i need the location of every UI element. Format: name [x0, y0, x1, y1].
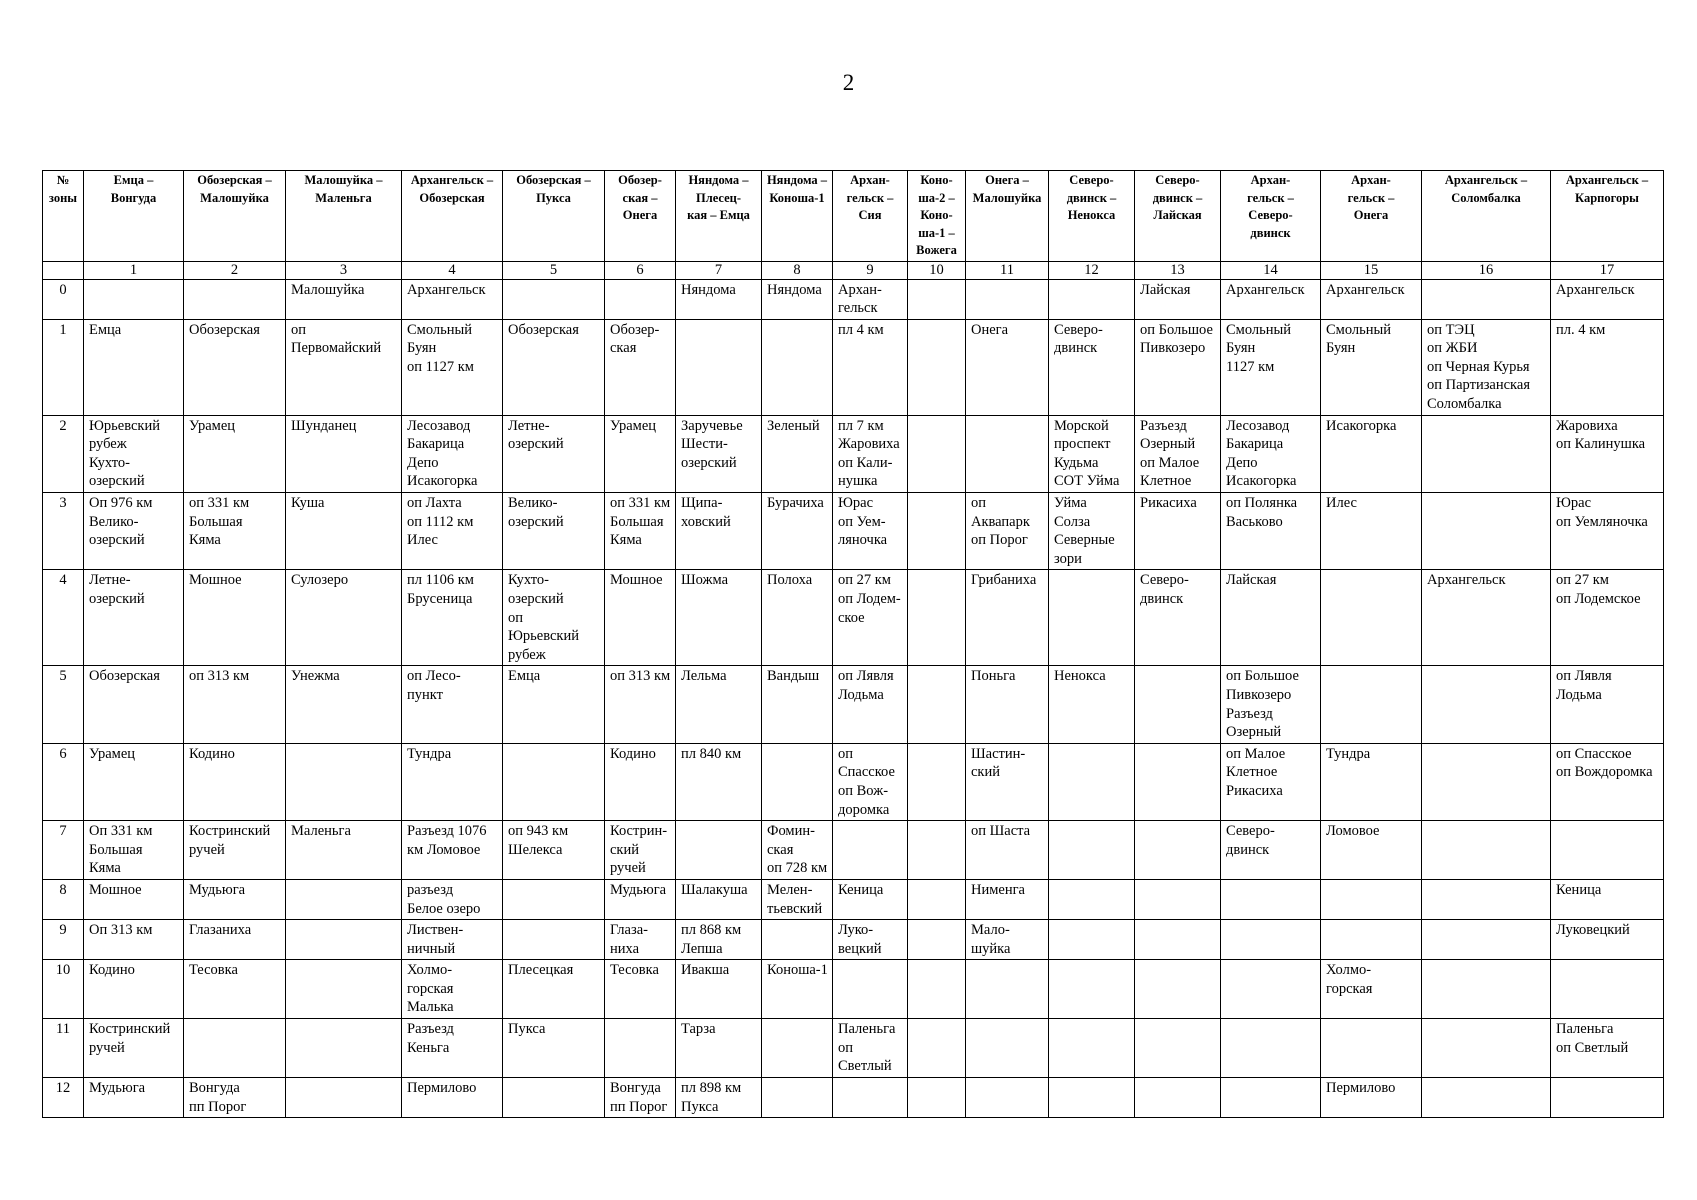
station-cell: Полоха: [762, 570, 833, 666]
station-cell: оп 943 км Шелекса: [503, 821, 605, 880]
station-cell: оп 313 км: [605, 666, 676, 743]
station-cell: Ломовое: [1321, 821, 1422, 880]
station-cell: Разъезд Кеньга: [402, 1019, 503, 1078]
station-cell: Шастин- ский: [966, 743, 1049, 820]
station-cell: [286, 743, 402, 820]
station-cell: Мало- шуйка: [966, 920, 1049, 960]
station-cell: Мошное: [605, 570, 676, 666]
station-cell: Шожма: [676, 570, 762, 666]
station-cell: Вонгуда пп Порог: [605, 1078, 676, 1118]
header-cell: № зоны: [43, 171, 84, 262]
station-cell: [1049, 960, 1135, 1019]
station-cell: оп Полянка Васьково: [1221, 493, 1321, 570]
station-cell: Шунданец: [286, 415, 402, 492]
station-cell: Архангельск: [1321, 279, 1422, 319]
station-cell: Лельма: [676, 666, 762, 743]
station-cell: Вандыш: [762, 666, 833, 743]
station-cell: [966, 415, 1049, 492]
zone-row: [43, 666, 1664, 743]
station-cell: Архангельск: [402, 279, 503, 319]
zone-number-cell: 2: [43, 415, 84, 492]
station-cell: [286, 1019, 402, 1078]
station-cell: [908, 319, 966, 415]
table-body: [43, 261, 1664, 1118]
station-cell: [1135, 879, 1221, 919]
station-cell: оп Лявля Лодьма: [1551, 666, 1664, 743]
station-cell: оп 331 км Большая Кяма: [605, 493, 676, 570]
column-number-cell: 8: [762, 261, 833, 279]
station-cell: Паленьга оп Светлый: [1551, 1019, 1664, 1078]
station-cell: [503, 1078, 605, 1118]
station-cell: Пукса: [503, 1019, 605, 1078]
zone-row: [43, 1019, 1664, 1078]
station-cell: пл 898 км Пукса: [676, 1078, 762, 1118]
station-cell: [503, 279, 605, 319]
station-cell: [1221, 920, 1321, 960]
station-cell: Разъезд Озерный оп Малое Клетное: [1135, 415, 1221, 492]
station-cell: [1422, 415, 1551, 492]
station-cell: Оп 331 км Большая Кяма: [84, 821, 184, 880]
station-cell: [1321, 666, 1422, 743]
station-cell: [1422, 879, 1551, 919]
column-number-cell: 7: [676, 261, 762, 279]
header-cell: Архангельск – Карпогоры: [1551, 171, 1664, 262]
station-cell: Коноша-1: [762, 960, 833, 1019]
zone-number-cell: 3: [43, 493, 84, 570]
station-cell: Нименга: [966, 879, 1049, 919]
station-cell: Кострин- ский ручей: [605, 821, 676, 880]
column-number-cell: 9: [833, 261, 908, 279]
station-cell: Заручевье Шести- озерский: [676, 415, 762, 492]
zone-row: [43, 415, 1664, 492]
station-cell: оп Лахта оп 1112 км Илес: [402, 493, 503, 570]
station-cell: Оп 976 км Велико- озерский: [84, 493, 184, 570]
station-cell: [1422, 1019, 1551, 1078]
station-cell: Мудьюга: [184, 879, 286, 919]
station-cell: [966, 279, 1049, 319]
zone-row: [43, 319, 1664, 415]
station-cell: Кеница: [1551, 879, 1664, 919]
station-cell: [908, 666, 966, 743]
station-cell: Пермилово: [402, 1078, 503, 1118]
station-cell: Юрьевский рубеж Кухто- озерский: [84, 415, 184, 492]
station-cell: Ненокса: [1049, 666, 1135, 743]
station-cell: Разъезд 1076 км Ломовое: [402, 821, 503, 880]
station-cell: [966, 1019, 1049, 1078]
station-cell: Сулозеро: [286, 570, 402, 666]
zone-row: [43, 879, 1664, 919]
column-number-cell: 4: [402, 261, 503, 279]
station-cell: Лесозавод Бакарица Депо Исакогорка: [1221, 415, 1321, 492]
column-number-cell: 10: [908, 261, 966, 279]
column-number-cell: 5: [503, 261, 605, 279]
header-cell: Онега – Малошуйка: [966, 171, 1049, 262]
station-cell: Шалакуша: [676, 879, 762, 919]
station-cell: Ивакша: [676, 960, 762, 1019]
station-cell: [1135, 821, 1221, 880]
station-cell: [1049, 1078, 1135, 1118]
header-cell: Няндома – Плесец- кая – Емца: [676, 171, 762, 262]
station-cell: [908, 821, 966, 880]
station-cell: [908, 879, 966, 919]
station-cell: [1049, 1019, 1135, 1078]
station-cell: [762, 1078, 833, 1118]
header-cell: Емца – Вонгуда: [84, 171, 184, 262]
station-cell: Холмо- горская: [1321, 960, 1422, 1019]
station-cell: [1321, 879, 1422, 919]
station-cell: Глаза- ниха: [605, 920, 676, 960]
station-cell: [286, 920, 402, 960]
station-cell: оп Большое Пивкозеро Разъезд Озерный: [1221, 666, 1321, 743]
station-cell: [833, 960, 908, 1019]
header-cell: Няндома – Коноша-1: [762, 171, 833, 262]
zone-row: [43, 920, 1664, 960]
station-cell: Глазаниха: [184, 920, 286, 960]
station-cell: [1049, 279, 1135, 319]
station-cell: Архан- гельск: [833, 279, 908, 319]
station-cell: [1422, 821, 1551, 880]
station-cell: [1422, 666, 1551, 743]
station-cell: [908, 1019, 966, 1078]
station-cell: оп Аквапарк оп Порог: [966, 493, 1049, 570]
station-cell: Жаровиха оп Калинушка: [1551, 415, 1664, 492]
station-cell: пл 4 км: [833, 319, 908, 415]
station-cell: Обозер- ская: [605, 319, 676, 415]
station-cell: Северо- двинск: [1221, 821, 1321, 880]
station-cell: Мудьюга: [605, 879, 676, 919]
station-cell: оп Малое Клетное Рикасиха: [1221, 743, 1321, 820]
station-cell: Летне- озерский: [503, 415, 605, 492]
station-cell: [1135, 1019, 1221, 1078]
header-cell: Обозерская – Пукса: [503, 171, 605, 262]
station-cell: Кодино: [605, 743, 676, 820]
zone-number-cell: 8: [43, 879, 84, 919]
station-cell: Куша: [286, 493, 402, 570]
station-cell: [1422, 493, 1551, 570]
zone-row: [43, 960, 1664, 1019]
station-cell: [908, 415, 966, 492]
station-cell: Юрас оп Уемляночка: [1551, 493, 1664, 570]
station-cell: Обозерская: [503, 319, 605, 415]
station-cell: [908, 1078, 966, 1118]
station-cell: [1049, 743, 1135, 820]
station-cell: Летне- озерский: [84, 570, 184, 666]
station-cell: Зеленый: [762, 415, 833, 492]
station-cell: оп Спасское оп Вождоромка: [1551, 743, 1664, 820]
station-cell: [84, 279, 184, 319]
station-cell: [908, 493, 966, 570]
station-cell: [762, 1019, 833, 1078]
station-cell: Тундра: [1321, 743, 1422, 820]
station-cell: [1422, 279, 1551, 319]
station-cell: Мудьюга: [84, 1078, 184, 1118]
station-cell: Архангельск: [1221, 279, 1321, 319]
zone-number-cell: 9: [43, 920, 84, 960]
station-cell: пл 868 км Лепша: [676, 920, 762, 960]
station-cell: Велико- озерский: [503, 493, 605, 570]
station-cell: пл. 4 км: [1551, 319, 1664, 415]
station-cell: [1221, 1019, 1321, 1078]
station-cell: [908, 743, 966, 820]
zone-number-cell: 6: [43, 743, 84, 820]
station-cell: [966, 960, 1049, 1019]
station-cell: Рикасиха: [1135, 493, 1221, 570]
station-cell: [908, 279, 966, 319]
station-cell: пл 7 км Жаровиха оп Кали- нушка: [833, 415, 908, 492]
station-cell: Унежма: [286, 666, 402, 743]
station-cell: [762, 920, 833, 960]
station-cell: пл 1106 км Брусеница: [402, 570, 503, 666]
header-cell: Архангельск – Соломбалка: [1422, 171, 1551, 262]
station-cell: [762, 319, 833, 415]
header-cell: Северо- двинск – Лайская: [1135, 171, 1221, 262]
station-cell: оп Первомайский: [286, 319, 402, 415]
station-cell: [966, 1078, 1049, 1118]
station-cell: Обозерская: [84, 666, 184, 743]
station-cell: Лайская: [1221, 570, 1321, 666]
station-cell: [1221, 879, 1321, 919]
station-cell: Северо- двинск: [1135, 570, 1221, 666]
station-cell: Лайская: [1135, 279, 1221, 319]
station-cell: Смольный Буян 1127 км: [1221, 319, 1321, 415]
station-cell: [908, 570, 966, 666]
station-cell: [1422, 960, 1551, 1019]
station-cell: Мелен- тьевский: [762, 879, 833, 919]
zone-row: [43, 821, 1664, 880]
station-cell: Тесовка: [184, 960, 286, 1019]
station-cell: [1049, 879, 1135, 919]
station-cell: Емца: [503, 666, 605, 743]
station-cell: [503, 920, 605, 960]
column-number-cell: 12: [1049, 261, 1135, 279]
station-cell: Юрас оп Уем- ляночка: [833, 493, 908, 570]
station-cell: Кеница: [833, 879, 908, 919]
station-cell: оп 27 км оп Лодем- ское: [833, 570, 908, 666]
station-cell: Малошуйка: [286, 279, 402, 319]
header-row: [43, 171, 1664, 262]
station-cell: Щипа- ховский: [676, 493, 762, 570]
station-cell: Вонгуда пп Порог: [184, 1078, 286, 1118]
station-cell: Кодино: [84, 960, 184, 1019]
station-cell: Мошное: [84, 879, 184, 919]
header-cell: Архан- гельск – Сия: [833, 171, 908, 262]
zone-row: [43, 1078, 1664, 1118]
station-cell: Кодино: [184, 743, 286, 820]
station-cell: оп ТЭЦ оп ЖБИ оп Черная Курья оп Партизанская Соломбалка: [1422, 319, 1551, 415]
zone-row: [43, 743, 1664, 820]
station-cell: оп 331 км Большая Кяма: [184, 493, 286, 570]
column-number-cell: 3: [286, 261, 402, 279]
station-cell: [833, 1078, 908, 1118]
station-cell: Поньга: [966, 666, 1049, 743]
column-number-cell: 2: [184, 261, 286, 279]
station-cell: Листвен- ничный: [402, 920, 503, 960]
station-cell: [1422, 1078, 1551, 1118]
station-cell: Луко- вецкий: [833, 920, 908, 960]
station-cell: Уйма Солза Северные зори: [1049, 493, 1135, 570]
zone-row: [43, 570, 1664, 666]
station-cell: Смольный Буян: [1321, 319, 1422, 415]
header-cell: Архан- гельск – Северо- двинск: [1221, 171, 1321, 262]
station-cell: Архангельск: [1551, 279, 1664, 319]
station-cell: Архангельск: [1422, 570, 1551, 666]
header-cell: Обозерская – Малошуйка: [184, 171, 286, 262]
station-cell: Холмо- горская Малька: [402, 960, 503, 1019]
station-cell: Смольный Буян оп 1127 км: [402, 319, 503, 415]
column-number-cell: [43, 261, 84, 279]
column-number-cell: 15: [1321, 261, 1422, 279]
station-cell: [1422, 920, 1551, 960]
station-cell: Кухто- озерский оп Юрьевский рубеж: [503, 570, 605, 666]
station-cell: Морской проспект Кудьма СОТ Уйма: [1049, 415, 1135, 492]
zone-number-cell: 5: [43, 666, 84, 743]
zone-number-cell: 1: [43, 319, 84, 415]
station-cell: [676, 319, 762, 415]
station-cell: Тарза: [676, 1019, 762, 1078]
header-cell: Архангельск – Обозерская: [402, 171, 503, 262]
station-cell: пл 840 км: [676, 743, 762, 820]
station-cell: [1321, 570, 1422, 666]
station-cell: [286, 960, 402, 1019]
page-number: 2: [842, 70, 855, 95]
station-cell: [503, 879, 605, 919]
station-cell: Емца: [84, 319, 184, 415]
station-cell: [1551, 960, 1664, 1019]
station-cell: [1135, 743, 1221, 820]
zone-number-cell: 11: [43, 1019, 84, 1078]
station-cell: [286, 879, 402, 919]
station-cell: Фомин- ская оп 728 км: [762, 821, 833, 880]
station-cell: [286, 1078, 402, 1118]
station-cell: [1551, 821, 1664, 880]
station-cell: [908, 920, 966, 960]
header-cell: Архан- гельск – Онега: [1321, 171, 1422, 262]
zone-number-cell: 12: [43, 1078, 84, 1118]
station-cell: Тундра: [402, 743, 503, 820]
station-cell: Маленьга: [286, 821, 402, 880]
station-cell: Урамец: [605, 415, 676, 492]
station-cell: оп 313 км: [184, 666, 286, 743]
station-cell: оп Лесо- пункт: [402, 666, 503, 743]
column-number-cell: 6: [605, 261, 676, 279]
zone-number-cell: 4: [43, 570, 84, 666]
station-cell: [1049, 920, 1135, 960]
station-cell: Мошное: [184, 570, 286, 666]
station-cell: разъезд Белое озеро: [402, 879, 503, 919]
station-cell: оп 27 км оп Лодемское: [1551, 570, 1664, 666]
station-cell: Няндома: [676, 279, 762, 319]
station-cell: Северо- двинск: [1049, 319, 1135, 415]
station-cell: Илес: [1321, 493, 1422, 570]
station-cell: Луковецкий: [1551, 920, 1664, 960]
station-cell: Лесозавод Бакарица Депо Исакогорка: [402, 415, 503, 492]
station-cell: Онега: [966, 319, 1049, 415]
column-number-cell: 14: [1221, 261, 1321, 279]
station-cell: [503, 743, 605, 820]
station-cell: [908, 960, 966, 1019]
column-number-cell: 17: [1551, 261, 1664, 279]
station-cell: оп Спасское оп Вож- доромка: [833, 743, 908, 820]
zone-number-cell: 10: [43, 960, 84, 1019]
station-cell: Обозерская: [184, 319, 286, 415]
station-cell: [605, 1019, 676, 1078]
column-number-cell: 13: [1135, 261, 1221, 279]
column-number-row: [43, 261, 1664, 279]
station-cell: [1049, 570, 1135, 666]
station-cell: [1422, 743, 1551, 820]
station-cell: Исакогорка: [1321, 415, 1422, 492]
station-cell: [1321, 920, 1422, 960]
station-cell: оп Лявля Лодьма: [833, 666, 908, 743]
station-cell: [1321, 1019, 1422, 1078]
station-cell: Няндома: [762, 279, 833, 319]
station-cell: Плесецкая: [503, 960, 605, 1019]
station-cell: Грибаниха: [966, 570, 1049, 666]
header-cell: Малошуйка – Маленьга: [286, 171, 402, 262]
station-cell: Урамец: [84, 743, 184, 820]
station-cell: Урамец: [184, 415, 286, 492]
station-cell: Оп 313 км: [84, 920, 184, 960]
station-cell: [1135, 1078, 1221, 1118]
column-number-cell: 16: [1422, 261, 1551, 279]
station-cell: [833, 821, 908, 880]
station-cell: [605, 279, 676, 319]
station-cell: [1135, 960, 1221, 1019]
station-cell: [1049, 821, 1135, 880]
column-number-cell: 1: [84, 261, 184, 279]
zone-row: [43, 493, 1664, 570]
zone-number-cell: 0: [43, 279, 84, 319]
station-cell: [184, 1019, 286, 1078]
station-cell: оп Большое Пивкозеро: [1135, 319, 1221, 415]
station-cell: Бурачиха: [762, 493, 833, 570]
header-cell: Северо- двинск – Ненокса: [1049, 171, 1135, 262]
station-cell: Пермилово: [1321, 1078, 1422, 1118]
header-cell: Обозер- ская – Онега: [605, 171, 676, 262]
station-cell: Костринский ручей: [84, 1019, 184, 1078]
column-number-cell: 11: [966, 261, 1049, 279]
station-cell: [1221, 960, 1321, 1019]
station-cell: Костринский ручей: [184, 821, 286, 880]
zone-number-cell: 7: [43, 821, 84, 880]
station-cell: [1221, 1078, 1321, 1118]
station-cell: [1135, 666, 1221, 743]
station-cell: [1551, 1078, 1664, 1118]
station-cell: [762, 743, 833, 820]
station-cell: Паленьга оп Светлый: [833, 1019, 908, 1078]
station-cell: [676, 821, 762, 880]
station-cell: [184, 279, 286, 319]
zone-row: [43, 279, 1664, 319]
station-cell: [1135, 920, 1221, 960]
header-cell: Коно- ша-2 – Коно- ша-1 – Вожега: [908, 171, 966, 262]
zones-table: [42, 170, 1664, 1118]
station-cell: оп Шаста: [966, 821, 1049, 880]
station-cell: Тесовка: [605, 960, 676, 1019]
